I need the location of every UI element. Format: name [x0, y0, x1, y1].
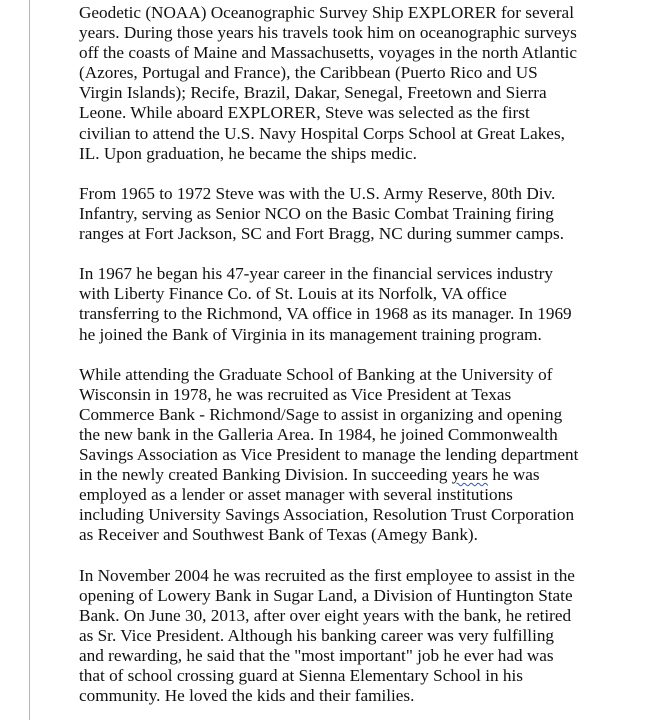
- text-line: Bank. On June 30, 2013, after over eight years with the bank, he retired: [79, 605, 572, 625]
- text-line: that of school crossing guard at Sienna Elementary School in his: [79, 666, 523, 686]
- text-line: and rewarding, he said that the "most important" job he ever had was: [79, 646, 554, 665]
- text-line-with-spellcheck: [79, 465, 639, 485]
- text-line: he joined the Bank of Virginia in its management training program.: [79, 324, 542, 344]
- text-line: While attending the Graduate School of Banking at the University of: [79, 364, 553, 384]
- text-line: Leone. While aboard EXPLORER, Steve was selected as the first: [79, 103, 530, 123]
- text-line: Infantry, serving as Senior NCO on the Basic Combat Training firing: [79, 203, 554, 223]
- text-line: Wisconsin in 1978, he was recruited as Vice President at Texas: [79, 384, 512, 404]
- paragraph-banking-career: [79, 365, 639, 546]
- text-line: In 1967 he began his 47-year career in the financial services industry: [79, 264, 553, 284]
- text-line: In November 2004 he was recruited as the first employee to assist in the: [79, 565, 575, 585]
- paragraph-noaa-service: [79, 3, 639, 164]
- text-line: as Receiver and Southwest Bank of Texas (Amegy Bank).: [79, 525, 478, 545]
- page-margin-line: [29, 0, 30, 720]
- paragraph-army-reserve: [79, 184, 639, 244]
- spellcheck-flagged-word[interactable]: years: [451, 465, 489, 485]
- text-line: Savings Association as Vice President to manage the lending department: [79, 445, 579, 465]
- text-line: Commerce Bank - Richmond/Sage to assist in organizing and opening: [79, 404, 563, 424]
- paragraph-finance-career-start: [79, 264, 639, 344]
- text-line: transferring to the Richmond, VA office in 1968 as its manager. In 1969: [79, 304, 572, 324]
- text-line: off the coasts of Maine and Massachusetts, voyages in the north Atlantic: [79, 43, 578, 63]
- text-line: From 1965 to 1972 Steve was with the U.S. Army Reserve, 80th Div.: [79, 183, 556, 203]
- text-line: with Liberty Finance Co. of St. Louis at its Norfolk, VA office: [79, 284, 507, 304]
- text-segment: in the newly created Banking Division. In succeeding: [79, 465, 452, 485]
- paragraph-retirement: [79, 566, 639, 707]
- text-line: the new bank in the Galleria Area. In 1984, he joined Commonwealth: [79, 424, 558, 444]
- text-line: Geodetic (NOAA) Oceanographic Survey Ship EXPLORER for several: [79, 3, 574, 22]
- text-line: as Sr. Vice President. Although his banking career was very fulfilling: [79, 625, 555, 645]
- text-line: opening of Lowery Bank in Sugar Land, a Division of Huntington State: [79, 585, 573, 605]
- text-line: IL. Upon graduation, he became the ships medic.: [79, 143, 417, 163]
- text-line: civilian to attend the U.S. Navy Hospital Corps School at Great Lakes,: [79, 123, 565, 143]
- text-segment: he was: [488, 465, 540, 485]
- document-body[interactable]: [79, 3, 639, 720]
- text-line: (Azores, Portugal and France), the Caribbean (Puerto Rico and US: [79, 63, 538, 83]
- text-line: years. During those years his travels took him on oceanographic surveys: [79, 23, 577, 43]
- text-line: community. He loved the kids and their families.: [79, 686, 415, 706]
- text-line: Virgin Islands); Recife, Brazil, Dakar, Senegal, Freetown and Sierra: [79, 83, 547, 103]
- text-line: employed as a lender or asset manager with several institutions: [79, 485, 513, 505]
- text-line: including University Savings Association, Resolution Trust Corporation: [79, 505, 575, 525]
- text-line: ranges at Fort Jackson, SC and Fort Bragg, NC during summer camps.: [79, 224, 565, 244]
